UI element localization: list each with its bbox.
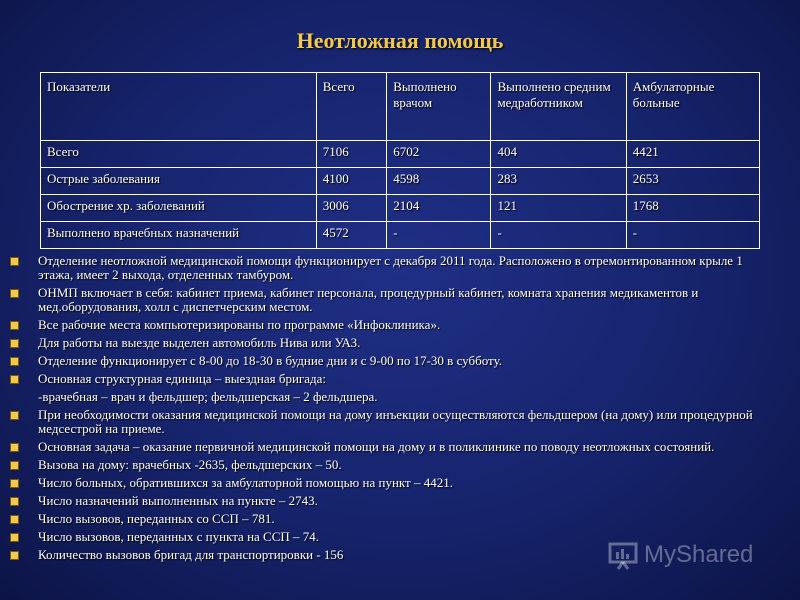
table-header-cell: Всего [316, 73, 386, 141]
square-bullet-icon [10, 411, 19, 420]
table-row [41, 168, 760, 195]
list-item: Число больных, обратившихся за амбулаторной помощью на пункт – 4421. [8, 476, 778, 490]
table-cell: 2104 [387, 195, 491, 222]
table-header-cell: Показатели [41, 73, 317, 141]
square-bullet-icon [10, 321, 19, 330]
table-header-cell: Выполнено врачом [387, 73, 491, 141]
table-cell: Обострение хр. заболеваний [41, 195, 317, 222]
list-item: Число вызовов, переданных с пункта на ССП – 74. [8, 530, 778, 544]
square-bullet-icon [10, 461, 19, 470]
table-cell: Выполнено врачебных назначений [41, 222, 317, 249]
table-cell: 4100 [316, 168, 386, 195]
square-bullet-icon [10, 375, 19, 384]
table-header-row [41, 73, 760, 141]
table-cell: - [387, 222, 491, 249]
watermark-text: MyShared [644, 541, 754, 568]
list-item: Основная задача – оказание первичной медицинской помощи на дому и в поликлинике по поводу неотложных состояний. [8, 440, 778, 454]
table-cell: 1768 [626, 195, 759, 222]
table-cell: - [491, 222, 626, 249]
table-cell: 121 [491, 195, 626, 222]
list-item: Вызова на дому: врачебных -2635, фельдшерских – 50. [8, 458, 778, 472]
list-item: Количество вызовов бригад для транспортировки - 156 [8, 548, 778, 562]
stats-table [40, 72, 760, 249]
table-row [41, 195, 760, 222]
list-item: Отделение функционирует с 8-00 до 18-30 в будние дни и с 9-00 по 17-30 в субботу. [8, 354, 778, 368]
square-bullet-icon [10, 257, 19, 266]
list-item: Все рабочие места компьютеризированы по программе «Инфоклиника». [8, 318, 778, 332]
square-bullet-icon [10, 551, 19, 560]
square-bullet-icon [10, 515, 19, 524]
table-cell: - [626, 222, 759, 249]
watermark [608, 538, 788, 572]
square-bullet-icon [10, 479, 19, 488]
table-cell: 4598 [387, 168, 491, 195]
square-bullet-icon [10, 497, 19, 506]
table-cell: 7106 [316, 141, 386, 168]
list-item: Для работы на выезде выделен автомобиль Нива или УАЗ. [8, 336, 778, 350]
list-item: ОНМП включает в себя: кабинет приема, кабинет персонала, процедурный кабинет, комната хранения медикаментов и мед.оборудования, холл с диспетчерским местом. [8, 286, 778, 314]
square-bullet-icon [10, 357, 19, 366]
slide-title: Неотложная помощь [296, 28, 504, 53]
table-cell: 283 [491, 168, 626, 195]
square-bullet-icon [10, 339, 19, 348]
square-bullet-icon [10, 533, 19, 542]
table-cell: Острые заболевания [41, 168, 317, 195]
table-cell: 3006 [316, 195, 386, 222]
table-header-cell: Амбулаторные больные [626, 73, 759, 141]
list-item: -врачебная – врач и фельдшер; фельдшерская – 2 фельдшера. [38, 389, 378, 404]
table-cell: 4421 [626, 141, 759, 168]
table-header-cell: Выполнено средним медработником [491, 73, 626, 141]
list-item: Число назначений выполненных на пункте – 2743. [8, 494, 778, 508]
square-bullet-icon [10, 443, 19, 452]
list-item: При необходимости оказания медицинской помощи на дому инъекции осуществляются фельдшером (на дому) или процедурной медсестрой на приеме. [8, 408, 778, 436]
table-cell: 2653 [626, 168, 759, 195]
square-bullet-icon [10, 289, 19, 298]
list-item: Число вызовов, переданных со ССП – 781. [8, 512, 778, 526]
notes-list [8, 254, 778, 566]
list-item: Отделение неотложной медицинской помощи функционирует с декабря 2011 года. Расположено в отремонтированном крыле 1 этажа, имеет 2 выхода, отделенных тамбуром. [8, 254, 778, 282]
table-row [41, 222, 760, 249]
presentation-board-icon [608, 540, 638, 570]
list-item: Основная структурная единица – выездная бригада: [8, 372, 778, 386]
table-cell: 4572 [316, 222, 386, 249]
table-cell: 404 [491, 141, 626, 168]
table-row [41, 141, 760, 168]
table-cell: Всего [41, 141, 317, 168]
table-cell: 6702 [387, 141, 491, 168]
